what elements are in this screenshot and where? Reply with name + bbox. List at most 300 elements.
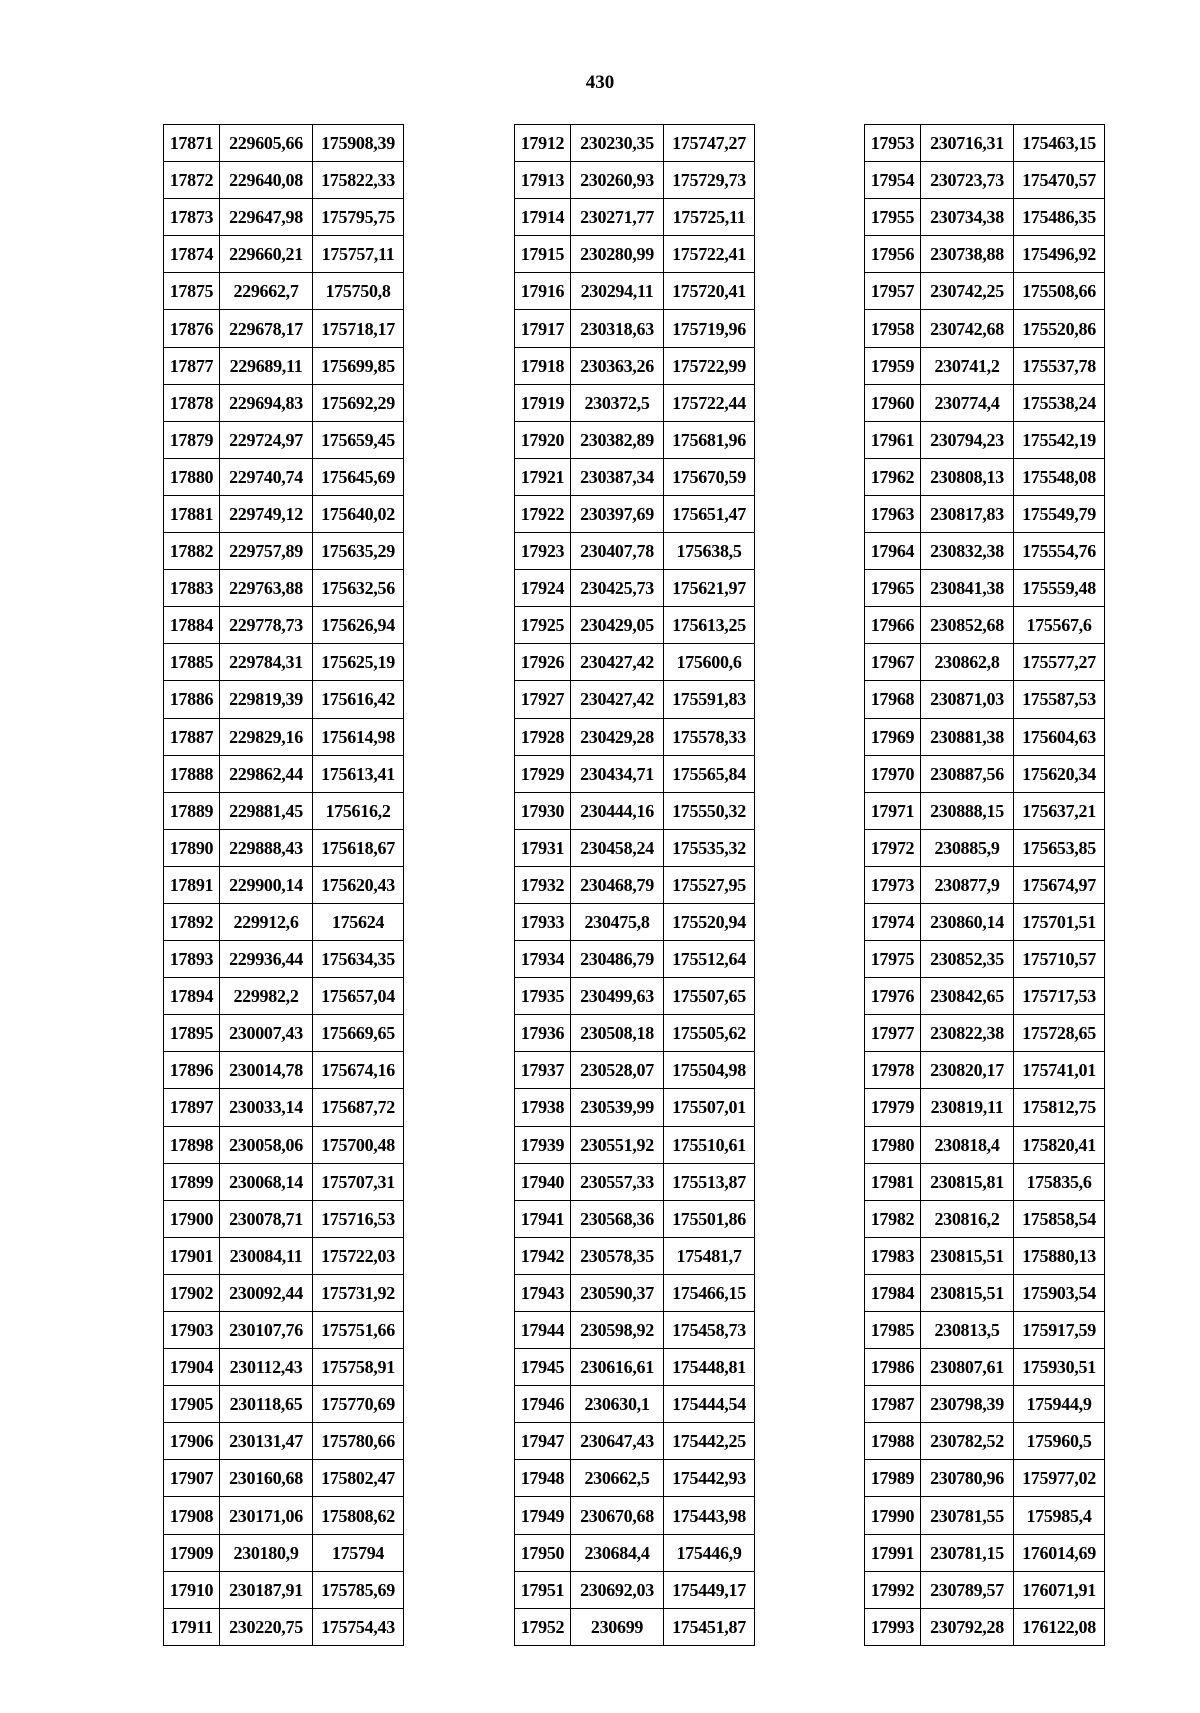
point-number: 17941 [515, 1200, 571, 1237]
point-number: 17965 [865, 570, 921, 607]
point-number: 17988 [865, 1423, 921, 1460]
point-number: 17899 [164, 1163, 220, 1200]
y-coordinate: 175496,92 [1014, 236, 1105, 273]
y-coordinate: 175548,08 [1014, 458, 1105, 495]
point-number: 17875 [164, 273, 220, 310]
table-row [865, 1274, 1105, 1311]
table-row [164, 866, 404, 903]
y-coordinate: 175520,86 [1014, 310, 1105, 347]
point-number: 17931 [515, 829, 571, 866]
point-number: 17919 [515, 384, 571, 421]
table-row [865, 903, 1105, 940]
point-number: 17879 [164, 421, 220, 458]
point-number: 17993 [865, 1608, 921, 1645]
table-row [164, 273, 404, 310]
y-coordinate: 175728,65 [1014, 1015, 1105, 1052]
y-coordinate: 175567,6 [1014, 607, 1105, 644]
x-coordinate: 230817,83 [921, 495, 1014, 532]
y-coordinate: 175554,76 [1014, 533, 1105, 570]
point-number: 17971 [865, 792, 921, 829]
table-row [164, 458, 404, 495]
y-coordinate: 175770,69 [313, 1386, 404, 1423]
point-number: 17880 [164, 458, 220, 495]
point-number: 17955 [865, 199, 921, 236]
point-number: 17886 [164, 681, 220, 718]
table-row [164, 1349, 404, 1386]
y-coordinate: 175674,97 [1014, 866, 1105, 903]
x-coordinate: 230841,38 [921, 570, 1014, 607]
x-coordinate: 230260,93 [571, 162, 664, 199]
point-number: 17990 [865, 1497, 921, 1534]
point-number: 17964 [865, 533, 921, 570]
table-row [865, 458, 1105, 495]
y-coordinate: 175505,62 [664, 1015, 755, 1052]
point-number: 17986 [865, 1349, 921, 1386]
point-number: 17951 [515, 1571, 571, 1608]
x-coordinate: 229749,12 [220, 495, 313, 532]
y-coordinate: 175577,27 [1014, 644, 1105, 681]
x-coordinate: 230723,73 [921, 162, 1014, 199]
x-coordinate: 230774,4 [921, 384, 1014, 421]
table-row [164, 1497, 404, 1534]
table-row [164, 125, 404, 162]
table-row [515, 1200, 755, 1237]
table-row [865, 755, 1105, 792]
x-coordinate: 230078,71 [220, 1200, 313, 1237]
x-coordinate: 229784,31 [220, 644, 313, 681]
y-coordinate: 175616,2 [313, 792, 404, 829]
point-number: 17968 [865, 681, 921, 718]
x-coordinate: 229881,45 [220, 792, 313, 829]
y-coordinate: 175699,85 [313, 347, 404, 384]
x-coordinate: 229694,83 [220, 384, 313, 421]
table-row [515, 421, 755, 458]
table-row [164, 1163, 404, 1200]
table-row [865, 681, 1105, 718]
table-row [164, 1237, 404, 1274]
y-coordinate: 175858,54 [1014, 1200, 1105, 1237]
table-row [164, 347, 404, 384]
y-coordinate: 175751,66 [313, 1312, 404, 1349]
x-coordinate: 230458,24 [571, 829, 664, 866]
table-row [164, 1200, 404, 1237]
y-coordinate: 175794 [313, 1534, 404, 1571]
x-coordinate: 230112,43 [220, 1349, 313, 1386]
y-coordinate: 175701,51 [1014, 903, 1105, 940]
x-coordinate: 230397,69 [571, 495, 664, 532]
x-coordinate: 229689,11 [220, 347, 313, 384]
x-coordinate: 230742,25 [921, 273, 1014, 310]
y-coordinate: 175731,92 [313, 1274, 404, 1311]
y-coordinate: 175535,32 [664, 829, 755, 866]
point-number: 17938 [515, 1089, 571, 1126]
x-coordinate: 230781,15 [921, 1534, 1014, 1571]
x-coordinate: 230877,9 [921, 866, 1014, 903]
y-coordinate: 175757,11 [313, 236, 404, 273]
table-row [515, 1460, 755, 1497]
y-coordinate: 175802,47 [313, 1460, 404, 1497]
y-coordinate: 175710,57 [1014, 941, 1105, 978]
y-coordinate: 175754,43 [313, 1608, 404, 1645]
point-number: 17977 [865, 1015, 921, 1052]
coordinates-table-1 [163, 124, 404, 1646]
x-coordinate: 230741,2 [921, 347, 1014, 384]
x-coordinate: 229819,39 [220, 681, 313, 718]
y-coordinate: 175618,67 [313, 829, 404, 866]
y-coordinate: 175659,45 [313, 421, 404, 458]
table-row [164, 644, 404, 681]
table-row [515, 1571, 755, 1608]
table-row [164, 1423, 404, 1460]
table-row [865, 310, 1105, 347]
point-number: 17907 [164, 1460, 220, 1497]
x-coordinate: 229829,16 [220, 718, 313, 755]
x-coordinate: 230832,38 [921, 533, 1014, 570]
y-coordinate: 175625,19 [313, 644, 404, 681]
y-coordinate: 175722,44 [664, 384, 755, 421]
y-coordinate: 175687,72 [313, 1089, 404, 1126]
x-coordinate: 230822,38 [921, 1015, 1014, 1052]
x-coordinate: 230068,14 [220, 1163, 313, 1200]
x-coordinate: 230187,91 [220, 1571, 313, 1608]
y-coordinate: 175443,98 [664, 1497, 755, 1534]
x-coordinate: 230578,35 [571, 1237, 664, 1274]
y-coordinate: 175638,5 [664, 533, 755, 570]
x-coordinate: 230852,35 [921, 941, 1014, 978]
y-coordinate: 175466,15 [664, 1274, 755, 1311]
point-number: 17978 [865, 1052, 921, 1089]
x-coordinate: 229900,14 [220, 866, 313, 903]
table-row [865, 1052, 1105, 1089]
point-number: 17934 [515, 941, 571, 978]
point-number: 17939 [515, 1126, 571, 1163]
y-coordinate: 175758,91 [313, 1349, 404, 1386]
table-row [515, 1423, 755, 1460]
table-row [164, 162, 404, 199]
x-coordinate: 230616,61 [571, 1349, 664, 1386]
y-coordinate: 175632,56 [313, 570, 404, 607]
y-coordinate: 175722,99 [664, 347, 755, 384]
point-number: 17888 [164, 755, 220, 792]
y-coordinate: 175600,6 [664, 644, 755, 681]
table-row [865, 1423, 1105, 1460]
y-coordinate: 175944,9 [1014, 1386, 1105, 1423]
table-row [164, 941, 404, 978]
table-row [515, 1386, 755, 1423]
x-coordinate: 230007,43 [220, 1015, 313, 1052]
y-coordinate: 175822,33 [313, 162, 404, 199]
x-coordinate: 230862,8 [921, 644, 1014, 681]
table-row [515, 384, 755, 421]
point-number: 17942 [515, 1237, 571, 1274]
table-row [164, 681, 404, 718]
point-number: 17922 [515, 495, 571, 532]
x-coordinate: 230425,73 [571, 570, 664, 607]
point-number: 17906 [164, 1423, 220, 1460]
table-row [865, 718, 1105, 755]
y-coordinate: 175486,35 [1014, 199, 1105, 236]
x-coordinate: 230220,75 [220, 1608, 313, 1645]
table-row [865, 978, 1105, 1015]
table-row [164, 903, 404, 940]
table-row [515, 199, 755, 236]
x-coordinate: 230792,28 [921, 1608, 1014, 1645]
x-coordinate: 230382,89 [571, 421, 664, 458]
y-coordinate: 175504,98 [664, 1052, 755, 1089]
table-row [515, 1312, 755, 1349]
table-row [164, 533, 404, 570]
point-number: 17884 [164, 607, 220, 644]
table-row [865, 570, 1105, 607]
y-coordinate: 175750,8 [313, 273, 404, 310]
point-number: 17940 [515, 1163, 571, 1200]
table-row [865, 1460, 1105, 1497]
point-number: 17954 [865, 162, 921, 199]
point-number: 17991 [865, 1534, 921, 1571]
y-coordinate: 175520,94 [664, 903, 755, 940]
y-coordinate: 175722,41 [664, 236, 755, 273]
y-coordinate: 175670,59 [664, 458, 755, 495]
point-number: 17894 [164, 978, 220, 1015]
y-coordinate: 175442,25 [664, 1423, 755, 1460]
point-number: 17929 [515, 755, 571, 792]
point-number: 17923 [515, 533, 571, 570]
x-coordinate: 229647,98 [220, 199, 313, 236]
y-coordinate: 175707,31 [313, 1163, 404, 1200]
x-coordinate: 230363,26 [571, 347, 664, 384]
point-number: 17928 [515, 718, 571, 755]
x-coordinate: 230557,33 [571, 1163, 664, 1200]
y-coordinate: 175720,41 [664, 273, 755, 310]
x-coordinate: 229778,73 [220, 607, 313, 644]
point-number: 17959 [865, 347, 921, 384]
x-coordinate: 230885,9 [921, 829, 1014, 866]
y-coordinate: 175692,29 [313, 384, 404, 421]
page-number: 430 [585, 72, 615, 93]
point-number: 17967 [865, 644, 921, 681]
table-row [865, 607, 1105, 644]
point-number: 17891 [164, 866, 220, 903]
point-number: 17969 [865, 718, 921, 755]
table-row [865, 1089, 1105, 1126]
x-coordinate: 230407,78 [571, 533, 664, 570]
point-number: 17952 [515, 1608, 571, 1645]
table-row [515, 866, 755, 903]
point-number: 17893 [164, 941, 220, 978]
x-coordinate: 230118,65 [220, 1386, 313, 1423]
x-coordinate: 230647,43 [571, 1423, 664, 1460]
y-coordinate: 175780,66 [313, 1423, 404, 1460]
y-coordinate: 175645,69 [313, 458, 404, 495]
table-row [164, 1534, 404, 1571]
point-number: 17909 [164, 1534, 220, 1571]
table-row [865, 495, 1105, 532]
table-row [515, 978, 755, 1015]
point-number: 17912 [515, 125, 571, 162]
x-coordinate: 230528,07 [571, 1052, 664, 1089]
y-coordinate: 175808,62 [313, 1497, 404, 1534]
table-row [164, 1460, 404, 1497]
x-coordinate: 230819,11 [921, 1089, 1014, 1126]
y-coordinate: 175451,87 [664, 1608, 755, 1645]
point-number: 17948 [515, 1460, 571, 1497]
point-number: 17960 [865, 384, 921, 421]
x-coordinate: 230107,76 [220, 1312, 313, 1349]
y-coordinate: 175930,51 [1014, 1349, 1105, 1386]
x-coordinate: 230813,5 [921, 1312, 1014, 1349]
point-number: 17973 [865, 866, 921, 903]
point-number: 17921 [515, 458, 571, 495]
table-row [515, 644, 755, 681]
y-coordinate: 175795,75 [313, 199, 404, 236]
point-number: 17920 [515, 421, 571, 458]
table-row [515, 1274, 755, 1311]
table-row [865, 1497, 1105, 1534]
point-number: 17924 [515, 570, 571, 607]
point-number: 17987 [865, 1386, 921, 1423]
point-number: 17957 [865, 273, 921, 310]
point-number: 17903 [164, 1312, 220, 1349]
table-row [865, 1386, 1105, 1423]
table-row [515, 1497, 755, 1534]
table-row [865, 866, 1105, 903]
x-coordinate: 230429,05 [571, 607, 664, 644]
x-coordinate: 230815,81 [921, 1163, 1014, 1200]
x-coordinate: 230852,68 [921, 607, 1014, 644]
table-row [865, 384, 1105, 421]
x-coordinate: 230789,57 [921, 1571, 1014, 1608]
point-number: 17992 [865, 1571, 921, 1608]
y-coordinate: 175449,17 [664, 1571, 755, 1608]
table-row [515, 310, 755, 347]
point-number: 17933 [515, 903, 571, 940]
x-coordinate: 230716,31 [921, 125, 1014, 162]
y-coordinate: 175470,57 [1014, 162, 1105, 199]
point-number: 17961 [865, 421, 921, 458]
y-coordinate: 175542,19 [1014, 421, 1105, 458]
x-coordinate: 229912,6 [220, 903, 313, 940]
y-coordinate: 175674,16 [313, 1052, 404, 1089]
point-number: 17904 [164, 1349, 220, 1386]
table-row [164, 421, 404, 458]
x-coordinate: 229888,43 [220, 829, 313, 866]
y-coordinate: 175591,83 [664, 681, 755, 718]
y-coordinate: 175538,24 [1014, 384, 1105, 421]
table-row [164, 1386, 404, 1423]
x-coordinate: 230294,11 [571, 273, 664, 310]
table-row [515, 495, 755, 532]
table-row [164, 236, 404, 273]
x-coordinate: 229662,7 [220, 273, 313, 310]
table-row [865, 421, 1105, 458]
y-coordinate: 175442,93 [664, 1460, 755, 1497]
table-row [515, 570, 755, 607]
y-coordinate: 175917,59 [1014, 1312, 1105, 1349]
y-coordinate: 175621,97 [664, 570, 755, 607]
table-row [164, 978, 404, 1015]
x-coordinate: 230815,51 [921, 1274, 1014, 1311]
y-coordinate: 176122,08 [1014, 1608, 1105, 1645]
table-row [865, 125, 1105, 162]
x-coordinate: 230808,13 [921, 458, 1014, 495]
point-number: 17882 [164, 533, 220, 570]
y-coordinate: 175616,42 [313, 681, 404, 718]
table-row [515, 1237, 755, 1274]
point-number: 17927 [515, 681, 571, 718]
point-number: 17937 [515, 1052, 571, 1089]
point-number: 17980 [865, 1126, 921, 1163]
point-number: 17890 [164, 829, 220, 866]
table-row [515, 458, 755, 495]
x-coordinate: 229936,44 [220, 941, 313, 978]
y-coordinate: 175716,53 [313, 1200, 404, 1237]
y-coordinate: 175550,32 [664, 792, 755, 829]
x-coordinate: 230590,37 [571, 1274, 664, 1311]
y-coordinate: 175463,15 [1014, 125, 1105, 162]
point-number: 17974 [865, 903, 921, 940]
point-number: 17916 [515, 273, 571, 310]
point-number: 17889 [164, 792, 220, 829]
y-coordinate: 175626,94 [313, 607, 404, 644]
y-coordinate: 175512,64 [664, 941, 755, 978]
table-row [515, 162, 755, 199]
point-number: 17943 [515, 1274, 571, 1311]
table-row [515, 1015, 755, 1052]
coordinates-table-3 [864, 124, 1105, 1646]
y-coordinate: 175624 [313, 903, 404, 940]
y-coordinate: 175653,85 [1014, 829, 1105, 866]
y-coordinate: 175880,13 [1014, 1237, 1105, 1274]
x-coordinate: 229982,2 [220, 978, 313, 1015]
point-number: 17984 [865, 1274, 921, 1311]
x-coordinate: 230818,4 [921, 1126, 1014, 1163]
point-number: 17945 [515, 1349, 571, 1386]
table-row [865, 533, 1105, 570]
table-row [164, 1089, 404, 1126]
table-row [515, 1126, 755, 1163]
y-coordinate: 175718,17 [313, 310, 404, 347]
table-row [164, 199, 404, 236]
table-row [515, 1534, 755, 1571]
x-coordinate: 230171,06 [220, 1497, 313, 1534]
table-row [515, 273, 755, 310]
x-coordinate: 230427,42 [571, 681, 664, 718]
table-row [515, 681, 755, 718]
x-coordinate: 230815,51 [921, 1237, 1014, 1274]
point-number: 17970 [865, 755, 921, 792]
point-number: 17897 [164, 1089, 220, 1126]
table-row [515, 903, 755, 940]
y-coordinate: 175513,87 [664, 1163, 755, 1200]
table-row [865, 1534, 1105, 1571]
y-coordinate: 175507,01 [664, 1089, 755, 1126]
x-coordinate: 230781,55 [921, 1497, 1014, 1534]
x-coordinate: 229724,97 [220, 421, 313, 458]
point-number: 17874 [164, 236, 220, 273]
y-coordinate: 175587,53 [1014, 681, 1105, 718]
x-coordinate: 230630,1 [571, 1386, 664, 1423]
y-coordinate: 175812,75 [1014, 1089, 1105, 1126]
y-coordinate: 175458,73 [664, 1312, 755, 1349]
table-row [164, 1052, 404, 1089]
y-coordinate: 175785,69 [313, 1571, 404, 1608]
table-row [865, 1200, 1105, 1237]
table-row [164, 1015, 404, 1052]
table-row [865, 162, 1105, 199]
y-coordinate: 175635,29 [313, 533, 404, 570]
y-coordinate: 175977,02 [1014, 1460, 1105, 1497]
x-coordinate: 230816,2 [921, 1200, 1014, 1237]
